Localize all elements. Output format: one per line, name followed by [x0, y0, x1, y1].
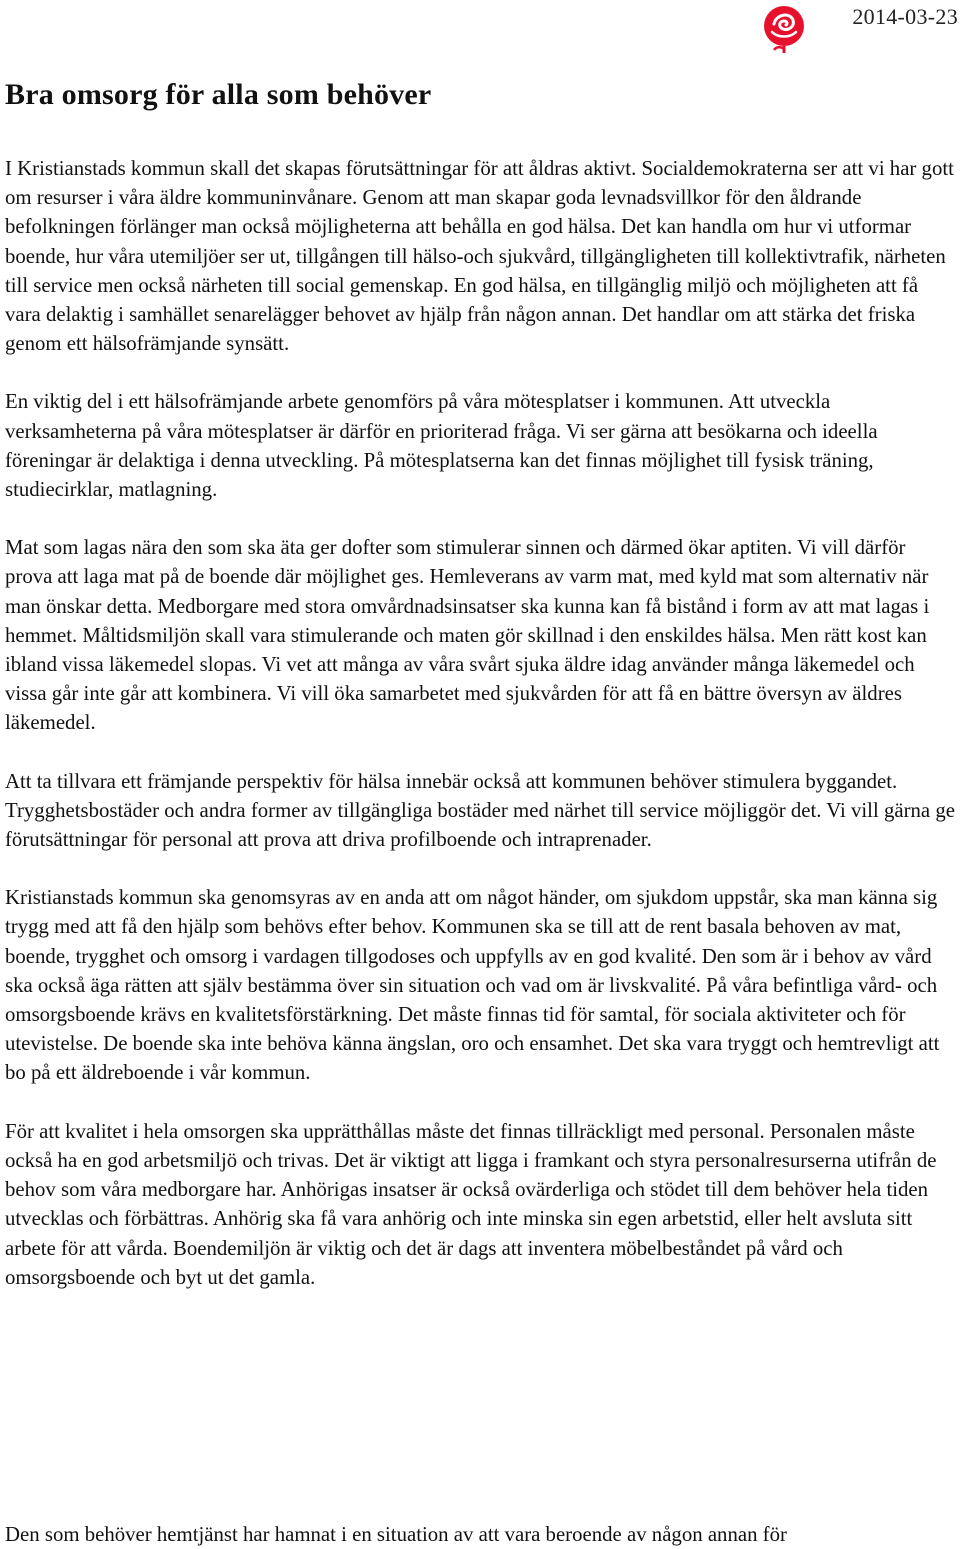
- page-title: Bra omsorg för alla som behöver: [5, 78, 432, 111]
- paragraph: En viktig del i ett hälsofrämjande arbete genomförs på våra mötesplatser i kommunen. Att utveckla verksamheterna på våra mötesplatser är därför en prioriterad fråga. Vi ser gärna att besökarna och ideella föreningar är delaktiga i denna utveckling. På mötesplatserna kan det finnas möjlighet till fysisk träning, studiecirklar, matlagning.: [5, 390, 878, 502]
- document-date: 2014-03-23: [852, 4, 958, 29]
- paragraph: Kristianstads kommun ska genomsyras av en anda att om något händer, om sjukdom uppstår, ska man känna sig trygg med att få den hjälp som behövs efter behov. Kommunen ska se till att de rent basala behoven av mat, boende, trygghet och omsorg i vardagen tillgodoses och uppfylls av en god kvalité. Den som är i behov av vård ska också äga rätten att själv bestämma över sin situation och vad om är livskvalité. På våra befintliga vård- och omsorgsboende krävs en kvalitetsförstärkning. Det måste finnas tid för samtal, för sociala aktiviteter och för utevistelse. De boende ska inte behöva känna ängslan, oro och ensamhet. Det ska vara tryggt och hemtrevligt att bo på ett äldreboende i vår kommun.: [5, 886, 940, 1085]
- rose-logo-icon: [760, 2, 808, 54]
- trailing-text-line: Den som behöver hemtjänst har hamnat i en situation av att vara beroende av någon annan för: [5, 1523, 787, 1546]
- document-body: [5, 154, 957, 1321]
- paragraph: För att kvalitet i hela omsorgen ska upprätthållas måste det finnas tillräckligt med personal. Personalen måste också ha en god arbetsmiljö och trivas. Det är viktigt att ligga i framkant och styra personalresurserna utifrån de behov som våra medborgare har. Anhörigas insatser är också ovärderliga och stödet till dem behöver hela tiden utvecklas och förbättras. Anhörig ska få vara anhörig och inte minska sin egen arbetstid, eller helt avsluta sitt arbete för att vårda. Boendemiljön är viktig och det är dags att inventera möbelbeståndet på vård och omsorgsboende och byt ut det gamla.: [5, 1119, 937, 1289]
- paragraph: I Kristianstads kommun skall det skapas förutsättningar för att åldras aktivt. Socialdemokraterna ser att vi har gott om resurser i våra äldre kommuninvånare. Genom att man skapar goda levnadsvillkor för den åldrande befolkningen förlänger man också möjligheterna att behålla en god hälsa. Det kan handla om hur vi utformar boende, hur våra utemiljöer ser ut, tillgången till hälso-och sjukvård, tillgängligheten till kollektivtrafik, närheten till service men också närheten till social gemenskap. En god hälsa, en tillgänglig miljö och möjligheten att få vara delaktig i samhället senarelägger behovet av hjälp från någon annan. Det handlar om att stärka det friska genom ett hälsofrämjande synsätt.: [5, 157, 954, 356]
- paragraph: Att ta tillvara ett främjande perspektiv för hälsa innebär också att kommunen behöver stimulera byggandet. Trygghetsbostäder och andra former av tillgängliga bostäder med närhet till service möjliggör det. Vi vill gärna ge förutsättningar för personal att prova att driva profilboende och intraprenader.: [5, 769, 955, 852]
- paragraph: Mat som lagas nära den som ska äta ger dofter som stimulerar sinnen och därmed ökar aptiten. Vi vill därför prova att laga mat på de boende där möjlighet ges. Hemleverans av varm mat, med kyld mat som alternativ när man önskar detta. Medborgare med stora omvårdnadsinsatser ska kunna kan få bistånd i form av att mat lagas i hemmet. Måltidsmiljön skall vara stimulerande och maten gör skillnad i den enskildes hälsa. Men rätt kost kan ibland vissa läkemedel slopas. Vi vet att många av våra svårt sjuka äldre idag använder många läkemedel och vissa går inte går att kombinera. Vi vill öka samarbetet med sjukvården för att få en bättre översyn av äldres läkemedel.: [5, 536, 930, 735]
- page-header: [0, 0, 960, 60]
